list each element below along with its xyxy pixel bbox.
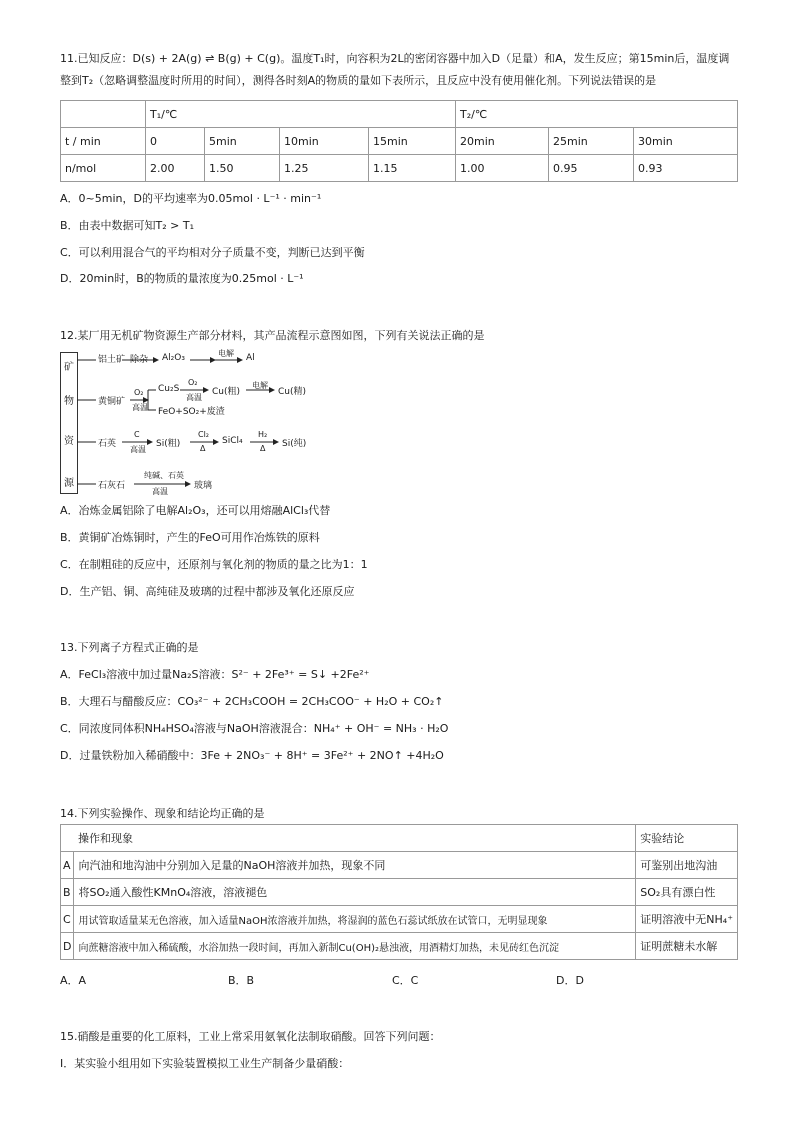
q13-option-b: B．大理石与醋酸反应：CO₃²⁻ + 2CH₃COOH = 2CH₃COO⁻ + H₂O + CO₂↑ [60, 695, 444, 708]
table-row [61, 879, 738, 906]
flow-vertical-char: 资 [64, 436, 74, 447]
time-row [61, 128, 738, 155]
flow-vertical-char: 矿 [64, 362, 74, 373]
q12-option-d: D．生产铝、铜、高纯硅及玻璃的过程中都涉及氧化还原反应 [60, 585, 355, 598]
q13-option-c: C．同浓度同体积NH₄HSO₄溶液与NaOH溶液混合：NH₄⁺ + OH⁻ = NH₃ · H₂O [60, 722, 449, 735]
flow-r2-cond-top: O₂ [134, 388, 144, 397]
row-letter: C [61, 906, 74, 933]
time-cell: 20min [456, 128, 549, 155]
flow-vertical-char: 物 [64, 396, 74, 407]
q14-answer-a: A．A [60, 974, 87, 987]
time-cell: 5min [205, 128, 280, 155]
table-row [61, 933, 738, 960]
amount-row [61, 155, 738, 182]
flow-r2-branch1: Cu₂S [158, 384, 180, 394]
amount-cell: 0.93 [634, 155, 738, 182]
row-letter: D [61, 933, 74, 960]
flow-arrows [60, 352, 330, 498]
q13-stem: 13.下列离子方程式正确的是 [60, 641, 199, 654]
flow-r2-cond-bottom: 高温 [132, 403, 148, 412]
amount-cell: 1.25 [280, 155, 369, 182]
flow-r3-cond3-bottom: Δ [260, 444, 266, 453]
time-cell: 10min [280, 128, 369, 155]
flow-r2-start: 黄铜矿 [98, 397, 126, 407]
row-conclusion: 证明溶液中无NH₄⁺ [636, 906, 738, 933]
row-conclusion: 证明蔗糖未水解 [636, 933, 738, 960]
time-cell: 30min [634, 128, 738, 155]
amount-cell: 2.00 [146, 155, 205, 182]
q12-option-b: B．黄铜矿冶炼铜时，产生的FeO可用作冶炼铁的原料 [60, 531, 320, 544]
row-operation: 向汽油和地沟油中分别加入足量的NaOH溶液并加热，现象不同 [74, 852, 636, 879]
row-operation: 用试管取适量某无色溶液，加入适量NaOH浓溶液并加热，将湿润的蓝色石蕊试纸放在试管口，无明显现象 [74, 906, 636, 933]
flow-r4-cond-bottom: 高温 [152, 487, 168, 496]
q15-sub-1: Ⅰ．某实验小组用如下实验装置模拟工业生产制备少量硝酸： [60, 1057, 350, 1070]
flow-r2-branch2: FeO+SO₂+废渣 [158, 407, 225, 417]
q11-stem-line-2: 整到T₂（忽略调整温度时所用的时间），测得各时刻A的物质的量如下表所示，且反应中没有使用催化剂。下列说法错误的是 [60, 74, 657, 87]
time-cell: 0 [146, 128, 205, 155]
q11-data-table [60, 100, 738, 182]
q11-option-d: D．20min时，B的物质的量浓度为0.25mol · L⁻¹ [60, 272, 304, 285]
flow-r1-step1: 除杂 [130, 355, 149, 365]
q11-option-b: B．由表中数据可知T₂ > T₁ [60, 219, 195, 232]
flow-r2-cond3: 电解 [252, 381, 268, 390]
q14-answer-d: D．D [556, 974, 584, 987]
table-cell-empty [61, 101, 146, 128]
temp-header-t2: T₂/℃ [456, 101, 738, 128]
flow-r4-cond-top: 纯碱、石英 [144, 471, 184, 480]
row-letter: B [61, 879, 74, 906]
q14-stem: 14.下列实验操作、现象和结论均正确的是 [60, 807, 265, 820]
flow-r3-cond2-bottom: Δ [200, 444, 206, 453]
amount-cell: 1.15 [369, 155, 456, 182]
row-label-time: t / min [61, 128, 146, 155]
table-row [61, 906, 738, 933]
flow-r3-cond-top: C [134, 430, 140, 439]
flow-vertical-char: 源 [64, 478, 74, 489]
flow-r3-cond2-top: Cl₂ [198, 430, 210, 439]
time-cell: 25min [549, 128, 634, 155]
flow-r1-start: 铝土矿 [98, 355, 126, 365]
flow-r2-cond2-bottom: 高温 [186, 393, 202, 402]
amount-cell: 1.00 [456, 155, 549, 182]
flow-r4-end: 玻璃 [194, 481, 213, 491]
table-cell-empty [61, 825, 74, 852]
temp-header-t1: T₁/℃ [146, 101, 456, 128]
q13-option-a: A．FeCl₃溶液中加过量Na₂S溶液：S²⁻ + 2Fe³⁺ = S↓ +2Fe²⁺ [60, 668, 370, 681]
table-row [61, 852, 738, 879]
row-operation: 将SO₂通入酸性KMnO₄溶液，溶液褪色 [74, 879, 636, 906]
q11-option-c: C．可以利用混合气的平均相对分子质量不变，判断已达到平衡 [60, 246, 365, 259]
q14-answer-b: B．B [228, 974, 255, 987]
q12-option-a: A．冶炼金属铝除了电解Al₂O₃，还可以用熔融AlCl₃代替 [60, 504, 331, 517]
q13-option-d: D．过量铁粉加入稀硝酸中：3Fe + 2NO₃⁻ + 8H⁺ = 3Fe²⁺ + 2NO↑ +4H₂O [60, 749, 444, 762]
q14-answer-c: C．C [392, 974, 419, 987]
flow-r1-cond: 电解 [218, 349, 234, 358]
flow-r3-cond3-top: H₂ [258, 430, 268, 439]
flow-r4-start: 石灰石 [98, 481, 126, 491]
q11-stem-line-1: 11.已知反应：D(s) + 2A(g) ⇌ B(g) + C(g)。温度T₁时，向容积为2L的密闭容器中加入D（足量）和A，发生反应；第15min后，温度调 [60, 52, 730, 65]
question-11 [60, 48, 740, 92]
q11-option-a: A．0~5min，D的平均速率为0.05mol · L⁻¹ · min⁻¹ [60, 192, 322, 205]
table-header-row [61, 825, 738, 852]
amount-cell: 0.95 [549, 155, 634, 182]
row-letter: A [61, 852, 74, 879]
flow-r3-end: Si(纯) [282, 439, 307, 449]
row-label-amount: n/mol [61, 155, 146, 182]
flow-r2-mid: Cu(粗) [212, 387, 241, 397]
flow-r2-cond2-top: O₂ [188, 378, 198, 387]
row-operation: 向蔗糖溶液中加入稀硫酸，水浴加热一段时间，再加入新制Cu(OH)₂悬浊液，用酒精灯加热，未见砖红色沉淀 [74, 933, 636, 960]
header-operation: 操作和现象 [74, 825, 636, 852]
flow-r3-start: 石英 [98, 439, 117, 449]
flow-r1-end: Al [246, 353, 255, 363]
row-conclusion: 可鉴别出地沟油 [636, 852, 738, 879]
q12-option-c: C．在制粗硅的反应中，还原剂与氧化剂的物质的量之比为1：1 [60, 558, 368, 571]
flow-r2-end: Cu(精) [278, 387, 307, 397]
flow-r3-mid2: SiCl₄ [222, 436, 243, 446]
flow-r1-mid: Al₂O₃ [162, 353, 185, 363]
amount-cell: 1.50 [205, 155, 280, 182]
q12-flow-diagram [60, 349, 330, 498]
q12-stem: 12.某厂用无机矿物资源生产部分材料，其产品流程示意图如图，下列有关说法正确的是 [60, 329, 485, 342]
q14-table [60, 824, 738, 960]
time-cell: 15min [369, 128, 456, 155]
flow-r3-mid1: Si(粗) [156, 439, 181, 449]
row-conclusion: SO₂具有漂白性 [636, 879, 738, 906]
flow-r3-cond-bottom: 高温 [130, 445, 146, 454]
header-conclusion: 实验结论 [636, 825, 738, 852]
q15-stem: 15.硝酸是重要的化工原料，工业上常采用氨氧化法制取硝酸。回答下列问题： [60, 1030, 441, 1043]
